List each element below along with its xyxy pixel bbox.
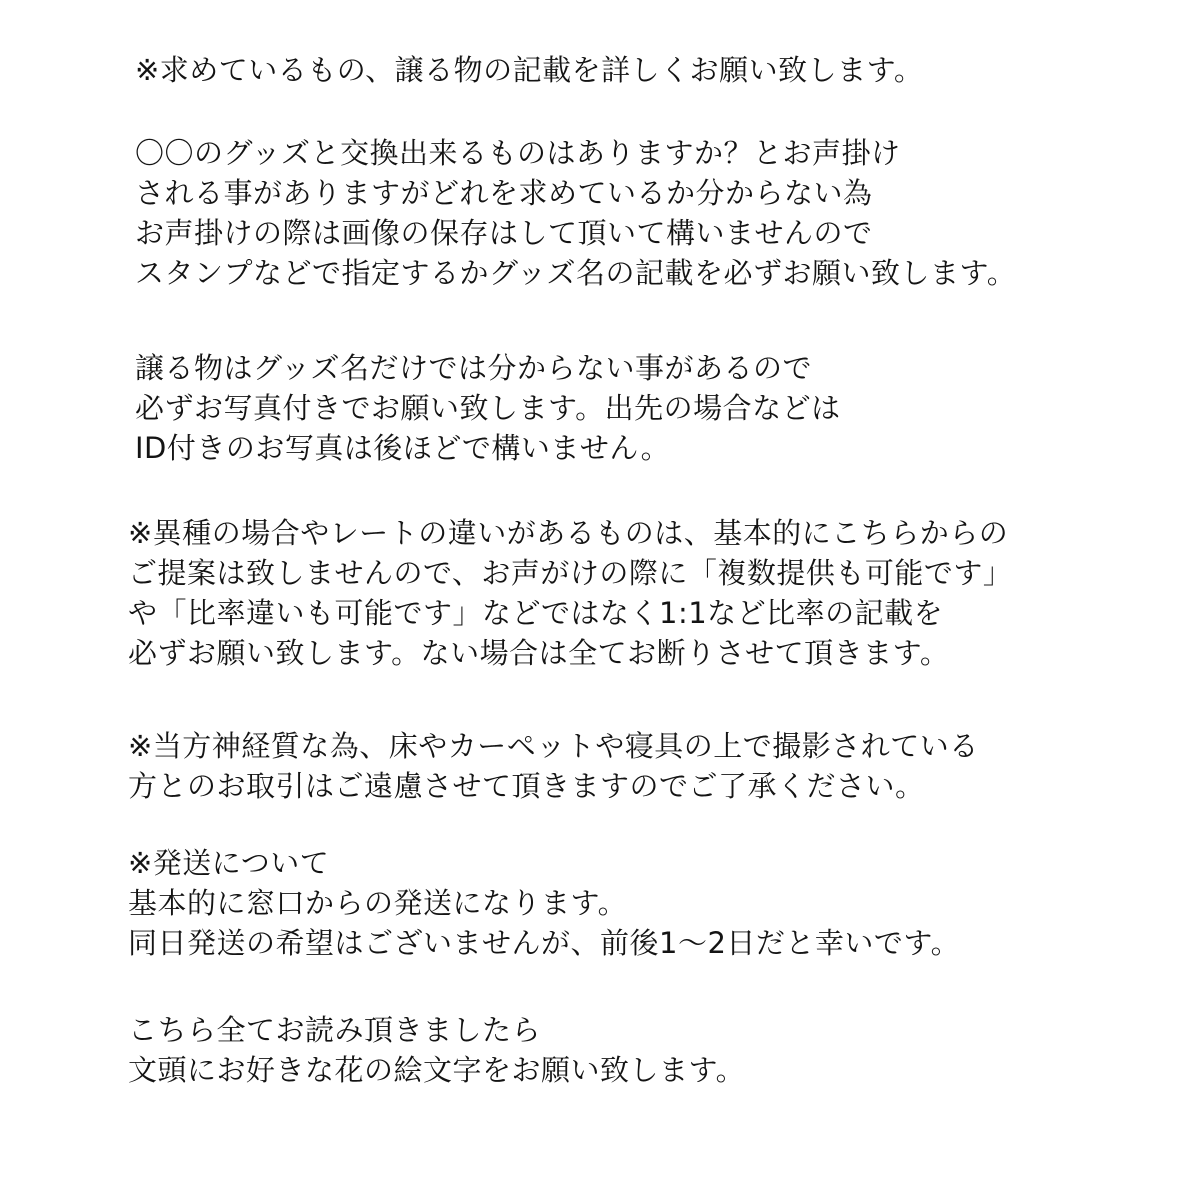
- text-line: ※異種の場合やレートの違いがあるものは、基本的にこちらからの: [128, 516, 1009, 550]
- text-line: ID付きのお写真は後ほどで構いません。: [135, 431, 671, 465]
- text-line: ※発送について: [128, 846, 330, 880]
- text-line: ※求めているもの、譲る物の記載を詳しくお願い致します。: [135, 53, 924, 87]
- text-line: 方とのお取引はご遠慮させて頂きますのでご了承ください。: [128, 769, 925, 803]
- text-line: 基本的に窓口からの発送になります。: [128, 886, 628, 920]
- text-line: 〇〇のグッズと交換出来るものはありますか？とお声掛け: [135, 136, 901, 170]
- text-line: や「比率違いも可能です」などではなく1:1など比率の記載を: [128, 596, 944, 630]
- text-line: ご提案は致しませんので、お声がけの際に「複数提供も可能です」: [128, 556, 1013, 590]
- text-line: 文頭にお好きな花の絵文字をお願い致します。: [128, 1053, 746, 1087]
- text-line: お声掛けの際は画像の保存はして頂いて構いませんので: [135, 216, 873, 250]
- text-line: スタンプなどで指定するかグッズ名の記載を必ずお願い致します。: [135, 256, 1017, 290]
- text-line: される事がありますがどれを求めているか分からない為: [135, 176, 873, 210]
- text-line: 必ずお願い致します。ない場合は全てお断りさせて頂きます。: [128, 636, 950, 670]
- text-line: こちら全てお読み頂きましたら: [128, 1013, 542, 1047]
- text-line: 同日発送の希望はございませんが、前後1〜2日だと幸いです。: [128, 926, 961, 960]
- text-line: 必ずお写真付きでお願い致します。出先の場合などは: [135, 391, 841, 425]
- text-line: ※当方神経質な為、床やカーペットや寝具の上で撮影されている: [128, 729, 979, 763]
- text-line: 譲る物はグッズ名だけでは分からない事があるので: [135, 351, 813, 385]
